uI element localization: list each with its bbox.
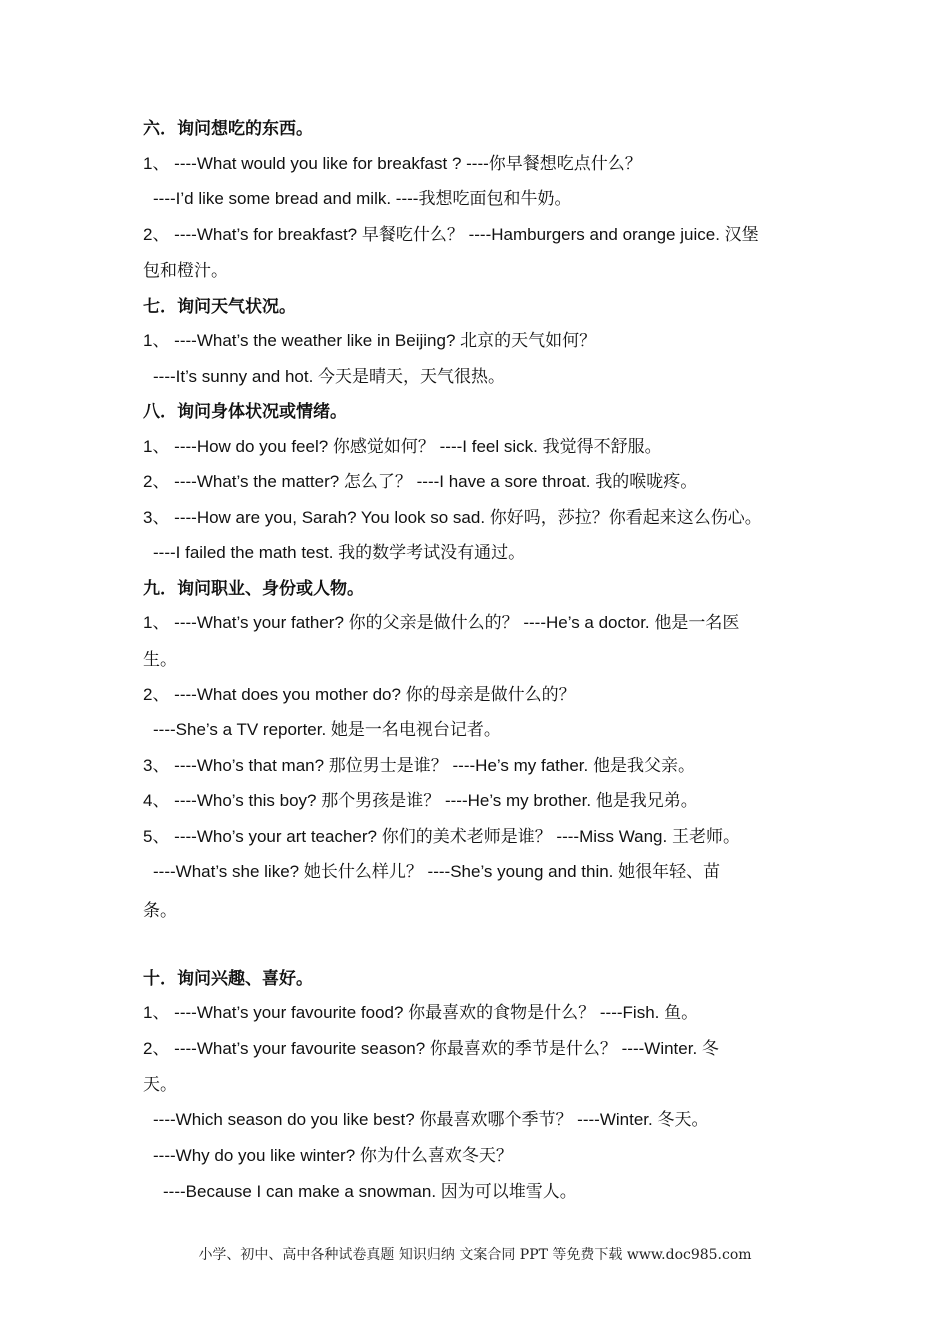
text-line: 1、 ----What’s your favourite food? 你最喜欢的食物是什么？ ----Fish. 鱼。 <box>143 1003 699 1022</box>
text-line: 2、 ----What’s your favourite season? 你最喜欢的季节是什么？ ----Winter. 冬 <box>143 1039 719 1058</box>
text-line: 生。 <box>143 650 177 669</box>
text-line: ----She’s a TV reporter. 她是一名电视台记者。 <box>153 720 501 739</box>
page-footer: 小学、初中、高中各种试卷真题 知识归纳 文案合同 PPT 等免费下载 www.doc985.com <box>198 1247 752 1263</box>
text-line: 4、 ----Who’s this boy? 那个男孩是谁？ ----He’s my brother. 他是我兄弟。 <box>143 791 698 810</box>
text-line: 2、 ----What’s for breakfast? 早餐吃什么？ ----Hamburgers and orange juice. 汉堡 <box>143 225 759 244</box>
text-line: 3、 ----How are you, Sarah? You look so sad. 你好吗，莎拉？你看起来这么伤心。 <box>143 508 762 527</box>
text-line: 1、 ----What’s your father? 你的父亲是做什么的？ ----He’s a doctor. 他是一名医 <box>143 613 740 632</box>
text-line: 1、 ----What would you like for breakfast ? ----你早餐想吃点什么？ <box>143 154 642 173</box>
text-line: 3、 ----Who’s that man? 那位男士是谁？ ----He’s my father. 他是我父亲。 <box>143 756 695 775</box>
section-heading-10: 十．询问兴趣、喜好。 <box>143 969 313 988</box>
text-line: 2、 ----What’s the matter? 怎么了？ ----I have a sore throat. 我的喉咙疼。 <box>143 472 698 491</box>
text-line: 天。 <box>143 1075 177 1094</box>
text-line: 包和橙汁。 <box>143 261 228 280</box>
text-line: ----What’s she like? 她长什么样儿？ ----She’s young and thin. 她很年轻、苗 <box>153 862 721 881</box>
text-line: ----I’d like some bread and milk. ----我想吃面包和牛奶。 <box>153 189 572 208</box>
text-line: 2、 ----What does you mother do? 你的母亲是做什么的？ <box>143 685 576 704</box>
text-line: ----Why do you like winter? 你为什么喜欢冬天？ <box>153 1146 513 1165</box>
text-line: ----It’s sunny and hot. 今天是晴天，天气很热。 <box>153 367 506 386</box>
text-line: 1、 ----How do you feel? 你感觉如何？ ----I feel sick. 我觉得不舒服。 <box>143 437 662 456</box>
text-line: ----Because I can make a snowman. 因为可以堆雪人。 <box>163 1182 577 1201</box>
section-heading-9: 九．询问职业、身份或人物。 <box>143 579 364 598</box>
text-line: ----Which season do you like best? 你最喜欢哪个季节？ ----Winter. 冬天。 <box>153 1110 709 1129</box>
section-heading-8: 八．询问身体状况或情绪。 <box>143 402 347 421</box>
section-heading-6: 六．询问想吃的东西。 <box>143 119 313 138</box>
section-heading-7: 七．询问天气状况。 <box>143 297 296 316</box>
text-line: 条。 <box>143 901 177 920</box>
text-line: 1、 ----What’s the weather like in Beijing? 北京的天气如何？ <box>143 331 597 350</box>
text-line: 5、 ----Who’s your art teacher? 你们的美术老师是谁？ ----Miss Wang. 王老师。 <box>143 827 740 846</box>
text-line: ----I failed the math test. 我的数学考试没有通过。 <box>153 543 526 562</box>
